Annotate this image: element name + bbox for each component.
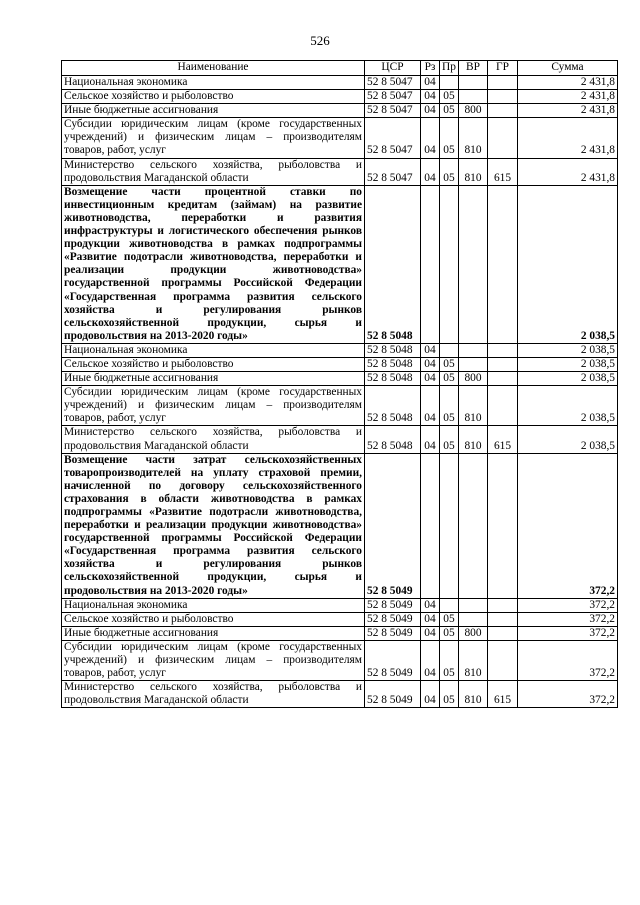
cell-gr — [488, 343, 518, 357]
cell-sum: 2 431,8 — [518, 90, 618, 104]
cell-sum: 372,2 — [518, 626, 618, 640]
cell-pr: 05 — [440, 640, 459, 680]
cell-csr: 52 8 5047 — [365, 104, 421, 118]
cell-rz: 04 — [421, 372, 440, 386]
cell-vr — [459, 612, 488, 626]
cell-gr — [488, 76, 518, 90]
table-row — [62, 612, 618, 626]
cell-sum: 2 431,8 — [518, 118, 618, 158]
cell-vr — [459, 453, 488, 598]
cell-pr: 05 — [440, 681, 459, 708]
cell-sum: 2 038,5 — [518, 372, 618, 386]
cell-sum: 372,2 — [518, 453, 618, 598]
cell-name: Субсидии юридическим лицам (кроме государственных учреждений) и физическим лицам – производителям товаров, работ, услуг — [62, 640, 365, 680]
cell-vr — [459, 76, 488, 90]
cell-sum: 2 038,5 — [518, 357, 618, 371]
cell-pr — [440, 343, 459, 357]
cell-csr: 52 8 5047 — [365, 76, 421, 90]
cell-gr — [488, 453, 518, 598]
cell-csr: 52 8 5048 — [365, 185, 421, 343]
cell-name: Сельское хозяйство и рыболовство — [62, 357, 365, 371]
table-row — [62, 118, 618, 158]
cell-name: Иные бюджетные ассигнования — [62, 626, 365, 640]
table-row — [62, 640, 618, 680]
cell-rz: 04 — [421, 90, 440, 104]
budget-table — [61, 60, 618, 708]
cell-rz: 04 — [421, 158, 440, 185]
cell-rz: 04 — [421, 76, 440, 90]
table-row — [62, 357, 618, 371]
header-vr: ВР — [459, 61, 488, 76]
cell-csr: 52 8 5047 — [365, 90, 421, 104]
cell-name: Национальная экономика — [62, 343, 365, 357]
cell-csr: 52 8 5049 — [365, 612, 421, 626]
cell-rz — [421, 185, 440, 343]
table-row — [62, 386, 618, 426]
table-row — [62, 158, 618, 185]
cell-pr — [440, 185, 459, 343]
cell-rz: 04 — [421, 626, 440, 640]
cell-pr — [440, 598, 459, 612]
cell-name: Национальная экономика — [62, 76, 365, 90]
cell-name: Субсидии юридическим лицам (кроме государственных учреждений) и физическим лицам – производителям товаров, работ, услуг — [62, 386, 365, 426]
cell-pr: 05 — [440, 104, 459, 118]
table-row — [62, 185, 618, 343]
cell-csr: 52 8 5047 — [365, 118, 421, 158]
cell-gr — [488, 104, 518, 118]
cell-rz: 04 — [421, 118, 440, 158]
cell-pr: 05 — [440, 118, 459, 158]
cell-rz: 04 — [421, 104, 440, 118]
cell-name: Возмещение части затрат сельскохозяйственных товаропроизводителей на уплату страховой премии, начисленной по договору сельскохозяйственного страхования в области животноводства в рамках подпрограммы «Развитие подотрасли животноводства, переработки и реализации продукции животноводства» государственной программы Российской Федерации «Государственная программа развития сельского хозяйства и регулирования рынков сельскохозяйственной продукции, сырья и продовольствия на 2013-2020 годы» — [62, 453, 365, 598]
cell-gr — [488, 185, 518, 343]
cell-gr: 615 — [488, 158, 518, 185]
cell-name: Иные бюджетные ассигнования — [62, 104, 365, 118]
cell-rz: 04 — [421, 386, 440, 426]
cell-rz: 04 — [421, 598, 440, 612]
cell-gr — [488, 640, 518, 680]
table-row — [62, 90, 618, 104]
cell-pr: 05 — [440, 158, 459, 185]
cell-csr: 52 8 5047 — [365, 158, 421, 185]
cell-sum: 2 038,5 — [518, 426, 618, 453]
cell-csr: 52 8 5048 — [365, 372, 421, 386]
header-csr: ЦСР — [365, 61, 421, 76]
cell-rz: 04 — [421, 343, 440, 357]
cell-vr: 810 — [459, 158, 488, 185]
cell-gr — [488, 598, 518, 612]
cell-vr: 800 — [459, 626, 488, 640]
cell-pr — [440, 76, 459, 90]
cell-sum: 2 431,8 — [518, 158, 618, 185]
cell-vr — [459, 185, 488, 343]
cell-rz: 04 — [421, 612, 440, 626]
cell-pr: 05 — [440, 426, 459, 453]
cell-name: Министерство сельского хозяйства, рыболовства и продовольствия Магаданской области — [62, 426, 365, 453]
cell-name: Иные бюджетные ассигнования — [62, 372, 365, 386]
cell-sum: 2 038,5 — [518, 343, 618, 357]
cell-pr: 05 — [440, 357, 459, 371]
table-row — [62, 626, 618, 640]
cell-name: Министерство сельского хозяйства, рыболовства и продовольствия Магаданской области — [62, 158, 365, 185]
cell-csr: 52 8 5048 — [365, 426, 421, 453]
cell-csr: 52 8 5049 — [365, 598, 421, 612]
table-row — [62, 76, 618, 90]
cell-vr: 810 — [459, 426, 488, 453]
table-header-row — [62, 61, 618, 76]
cell-csr: 52 8 5049 — [365, 640, 421, 680]
cell-name: Сельское хозяйство и рыболовство — [62, 612, 365, 626]
table-row — [62, 104, 618, 118]
header-rz: Рз — [421, 61, 440, 76]
cell-name: Национальная экономика — [62, 598, 365, 612]
cell-sum: 2 431,8 — [518, 104, 618, 118]
cell-rz: 04 — [421, 640, 440, 680]
cell-pr: 05 — [440, 386, 459, 426]
cell-rz: 04 — [421, 357, 440, 371]
table-row — [62, 426, 618, 453]
cell-sum: 372,2 — [518, 640, 618, 680]
cell-pr: 05 — [440, 626, 459, 640]
cell-pr: 05 — [440, 612, 459, 626]
table-row — [62, 598, 618, 612]
cell-vr — [459, 598, 488, 612]
cell-name: Субсидии юридическим лицам (кроме государственных учреждений) и физическим лицам – производителям товаров, работ, услуг — [62, 118, 365, 158]
header-name: Наименование — [62, 61, 365, 76]
cell-csr: 52 8 5048 — [365, 343, 421, 357]
cell-name: Министерство сельского хозяйства, рыболовства и продовольствия Магаданской области — [62, 681, 365, 708]
cell-gr — [488, 357, 518, 371]
header-sum: Сумма — [518, 61, 618, 76]
header-pr: Пр — [440, 61, 459, 76]
cell-gr — [488, 386, 518, 426]
cell-gr: 615 — [488, 681, 518, 708]
cell-rz: 04 — [421, 426, 440, 453]
header-gr: ГР — [488, 61, 518, 76]
cell-vr: 800 — [459, 104, 488, 118]
table-row — [62, 453, 618, 598]
cell-csr: 52 8 5048 — [365, 386, 421, 426]
table-row — [62, 343, 618, 357]
cell-vr: 810 — [459, 681, 488, 708]
page-number: 526 — [310, 33, 330, 48]
cell-sum: 372,2 — [518, 612, 618, 626]
cell-vr: 810 — [459, 386, 488, 426]
cell-vr — [459, 357, 488, 371]
cell-vr: 800 — [459, 372, 488, 386]
cell-sum: 2 431,8 — [518, 76, 618, 90]
table-row — [62, 372, 618, 386]
cell-gr — [488, 612, 518, 626]
cell-rz — [421, 453, 440, 598]
cell-name: Возмещение части процентной ставки по инвестиционным кредитам (займам) на развитие животноводства, переработки и развития инфраструктуры и логистического обеспечения рынков продукции животноводства в рамках подпрограммы «Развитие подотрасли животноводства, переработки и реализации продукции животноводства» государственной программы Российской Федерации «Государственная программа развития сельского хозяйства и регулирования рынков сельскохозяйственной продукции, сырья и продовольствия на 2013-2020 годы» — [62, 185, 365, 343]
cell-pr: 05 — [440, 372, 459, 386]
cell-gr — [488, 372, 518, 386]
cell-rz: 04 — [421, 681, 440, 708]
table-row — [62, 681, 618, 708]
cell-csr: 52 8 5048 — [365, 357, 421, 371]
cell-sum: 2 038,5 — [518, 386, 618, 426]
cell-name: Сельское хозяйство и рыболовство — [62, 90, 365, 104]
cell-sum: 372,2 — [518, 598, 618, 612]
cell-csr: 52 8 5049 — [365, 681, 421, 708]
cell-vr: 810 — [459, 640, 488, 680]
cell-gr — [488, 90, 518, 104]
cell-csr: 52 8 5049 — [365, 626, 421, 640]
cell-pr: 05 — [440, 90, 459, 104]
cell-sum: 372,2 — [518, 681, 618, 708]
cell-csr: 52 8 5049 — [365, 453, 421, 598]
cell-vr: 810 — [459, 118, 488, 158]
cell-vr — [459, 343, 488, 357]
cell-sum: 2 038,5 — [518, 185, 618, 343]
cell-gr — [488, 626, 518, 640]
cell-gr — [488, 118, 518, 158]
cell-pr — [440, 453, 459, 598]
cell-vr — [459, 90, 488, 104]
cell-gr: 615 — [488, 426, 518, 453]
